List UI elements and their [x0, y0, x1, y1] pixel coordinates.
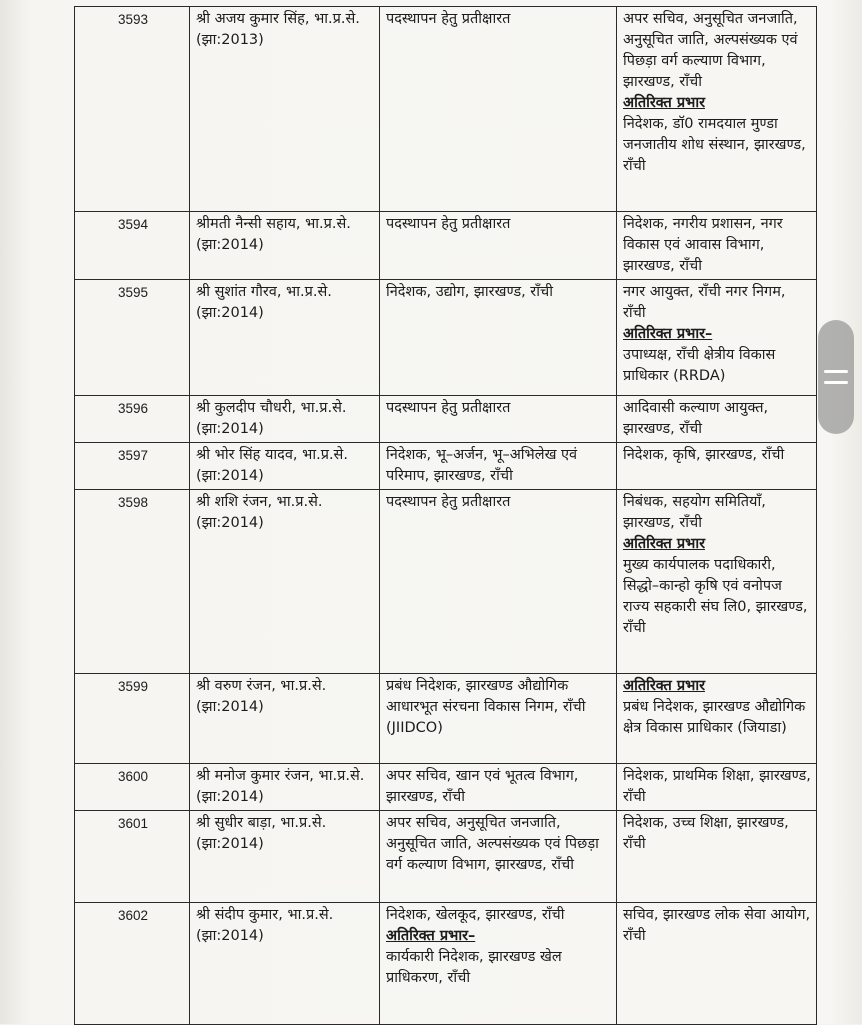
serial-number: 3593: [117, 12, 149, 27]
new-posting-text: निदेशक, उच्च शिक्षा, झारखण्ड, राँची: [623, 815, 789, 852]
current-posting-cell: [380, 811, 617, 903]
current-posting-cell: [380, 490, 617, 674]
serial-number-cell: [75, 811, 190, 903]
new-posting-text: आदिवासी कल्याण आयुक्त, झारखण्ड, राँची: [623, 400, 769, 437]
new-posting-cell: [617, 903, 817, 1025]
serial-number-cell: [75, 903, 190, 1025]
new-posting-text: निदेशक, नगरीय प्रशासन, नगर विकास एवं आवास विभाग, झारखण्ड, राँची: [623, 216, 783, 274]
officer-name-cell: [190, 903, 380, 1025]
new-posting-text: निदेशक, प्राथमिक शिक्षा, झारखण्ड, राँची: [623, 768, 811, 805]
new-posting-cell: [617, 396, 817, 443]
current-posting-text: निदेशक, भू–अर्जन, भू–अभिलेख एवं परिमाप, झारखण्ड, राँची: [386, 447, 578, 484]
transfer-posting-table: [74, 6, 817, 1025]
current-posting-cell: [380, 396, 617, 443]
new-posting-cell: [617, 7, 817, 212]
officer-name: श्री सुशांत गौरव, भा.प्र.से. (झा:2014): [196, 284, 332, 321]
current-posting-text: पदस्थापन हेतु प्रतीक्षारत: [386, 11, 511, 27]
additional-charge-header: अतिरिक्त प्रभार–: [386, 928, 476, 944]
officer-name: श्री सुधीर बाड़ा, भा.प्र.से. (झा:2014): [196, 815, 327, 852]
officer-name: श्री कुलदीप चौधरी, भा.प्र.से. (झा:2014): [196, 400, 347, 437]
current-posting-cell: [380, 212, 617, 280]
new-posting-cell: [617, 811, 817, 903]
officer-name-cell: [190, 674, 380, 764]
officer-name-cell: [190, 490, 380, 674]
officer-name: श्री मनोज कुमार रंजन, भा.प्र.से. (झा:2014): [196, 768, 365, 805]
serial-number-cell: [75, 764, 190, 811]
new-posting-cell: [617, 764, 817, 811]
officer-name-cell: [190, 764, 380, 811]
serial-number-cell: [75, 280, 190, 396]
table-row: [75, 396, 817, 443]
table-row: [75, 212, 817, 280]
current-posting-cell: [380, 280, 617, 396]
officer-name: श्रीमती नैन्सी सहाय, भा.प्र.से. (झा:2014): [196, 216, 351, 253]
serial-number-cell: [75, 674, 190, 764]
additional-charge-header: अतिरिक्त प्रभार: [623, 536, 705, 552]
officer-name-cell: [190, 7, 380, 212]
table-row: [75, 490, 817, 674]
officer-name: श्री भोर सिंह यादव, भा.प्र.से. (झा:2014): [196, 447, 348, 484]
current-posting-text: अपर सचिव, अनुसूचित जनजाति, अनुसूचित जाति, अल्पसंख्यक एवं पिछड़ा वर्ग कल्याण विभाग, झारखण्ड, राँची: [386, 815, 599, 873]
table-row: [75, 764, 817, 811]
serial-number: 3602: [117, 908, 149, 923]
serial-number-cell: [75, 212, 190, 280]
officer-name-cell: [190, 396, 380, 443]
additional-charge-header: अतिरिक्त प्रभार: [623, 678, 705, 694]
additional-charge-header: अतिरिक्त प्रभार–: [623, 326, 713, 342]
serial-number: 3598: [117, 495, 149, 510]
officer-name-cell: [190, 811, 380, 903]
serial-number: 3597: [117, 448, 149, 463]
table-row: [75, 443, 817, 490]
serial-number-cell: [75, 443, 190, 490]
new-posting-cell: [617, 490, 817, 674]
additional-charge-text: प्रबंध निदेशक, झारखण्ड औद्योगिक क्षेत्र विकास प्राधिकार (जियाडा): [623, 699, 806, 736]
current-posting-text: अपर सचिव, खान एवं भूतत्व विभाग, झारखण्ड, राँची: [386, 768, 579, 805]
serial-number: 3600: [117, 769, 149, 784]
additional-charge-text: कार्यकारी निदेशक, झारखण्ड खेल प्राधिकरण, राँची: [386, 949, 562, 986]
current-posting-cell: [380, 764, 617, 811]
current-posting-text: पदस्थापन हेतु प्रतीक्षारत: [386, 400, 511, 416]
additional-charge-header: अतिरिक्त प्रभार: [623, 95, 705, 111]
scroll-handle[interactable]: [818, 320, 854, 434]
officer-name-cell: [190, 280, 380, 396]
additional-charge-text: मुख्य कार्यपालक पदाधिकारी, सिद्धो–कान्हो कृषि एवं वनोपज राज्य सहकारी संघ लि0, झारखण्ड, राँची: [623, 557, 808, 636]
current-posting-cell: [380, 443, 617, 490]
new-posting-text: नगर आयुक्त, राँची नगर निगम, राँची: [623, 284, 786, 321]
new-posting-text: अपर सचिव, अनुसूचित जनजाति, अनुसूचित जाति, अल्पसंख्यक एवं पिछड़ा वर्ग कल्याण विभाग, झारखण्ड, राँची: [623, 11, 798, 90]
current-posting-text: निदेशक, उद्योग, झारखण्ड, राँची: [386, 284, 553, 300]
officer-name-cell: [190, 443, 380, 490]
current-posting-text: प्रबंध निदेशक, झारखण्ड औद्योगिक आधारभूत संरचना विकास निगम, राँची (JIIDCO): [386, 678, 586, 736]
table-row: [75, 674, 817, 764]
new-posting-cell: [617, 212, 817, 280]
serial-number: 3599: [117, 679, 149, 694]
serial-number-cell: [75, 7, 190, 212]
serial-number: 3595: [117, 285, 149, 300]
serial-number-cell: [75, 490, 190, 674]
new-posting-cell: [617, 443, 817, 490]
current-posting-cell: [380, 7, 617, 212]
officer-name: श्री संदीप कुमार, भा.प्र.से. (झा:2014): [196, 907, 334, 944]
table-row: [75, 903, 817, 1025]
serial-number: 3596: [117, 401, 149, 416]
additional-charge-text: उपाध्यक्ष, राँची क्षेत्रीय विकास प्राधिकार (RRDA): [623, 347, 776, 384]
serial-number: 3601: [117, 816, 149, 831]
new-posting-cell: [617, 674, 817, 764]
new-posting-text: निदेशक, कृषि, झारखण्ड, राँची: [623, 447, 785, 463]
serial-number: 3594: [117, 217, 149, 232]
officer-name-cell: [190, 212, 380, 280]
serial-number-cell: [75, 396, 190, 443]
new-posting-text: निबंधक, सहयोग समितियाँ, झारखण्ड, राँची: [623, 494, 766, 531]
table-row: [75, 7, 817, 212]
current-posting-text: निदेशक, खेलकूद, झारखण्ड, राँची: [386, 907, 565, 923]
current-posting-text: पदस्थापन हेतु प्रतीक्षारत: [386, 494, 511, 510]
table-row: [75, 280, 817, 396]
additional-charge-text: निदेशक, डॉ0 रामदयाल मुण्डा जनजातीय शोध संस्थान, झारखण्ड, राँची: [623, 116, 806, 174]
officer-name: श्री शशि रंजन, भा.प्र.से. (झा:2014): [196, 494, 323, 531]
officer-name: श्री अजय कुमार सिंह, भा.प्र.से. (झा:2013): [196, 11, 360, 48]
new-posting-text: सचिव, झारखण्ड लोक सेवा आयोग, राँची: [623, 907, 811, 944]
current-posting-cell: [380, 674, 617, 764]
table-body: [75, 7, 817, 1025]
new-posting-cell: [617, 280, 817, 396]
current-posting-cell: [380, 903, 617, 1025]
table-row: [75, 811, 817, 903]
current-posting-text: पदस्थापन हेतु प्रतीक्षारत: [386, 216, 511, 232]
officer-name: श्री वरुण रंजन, भा.प्र.से. (झा:2014): [196, 678, 327, 715]
